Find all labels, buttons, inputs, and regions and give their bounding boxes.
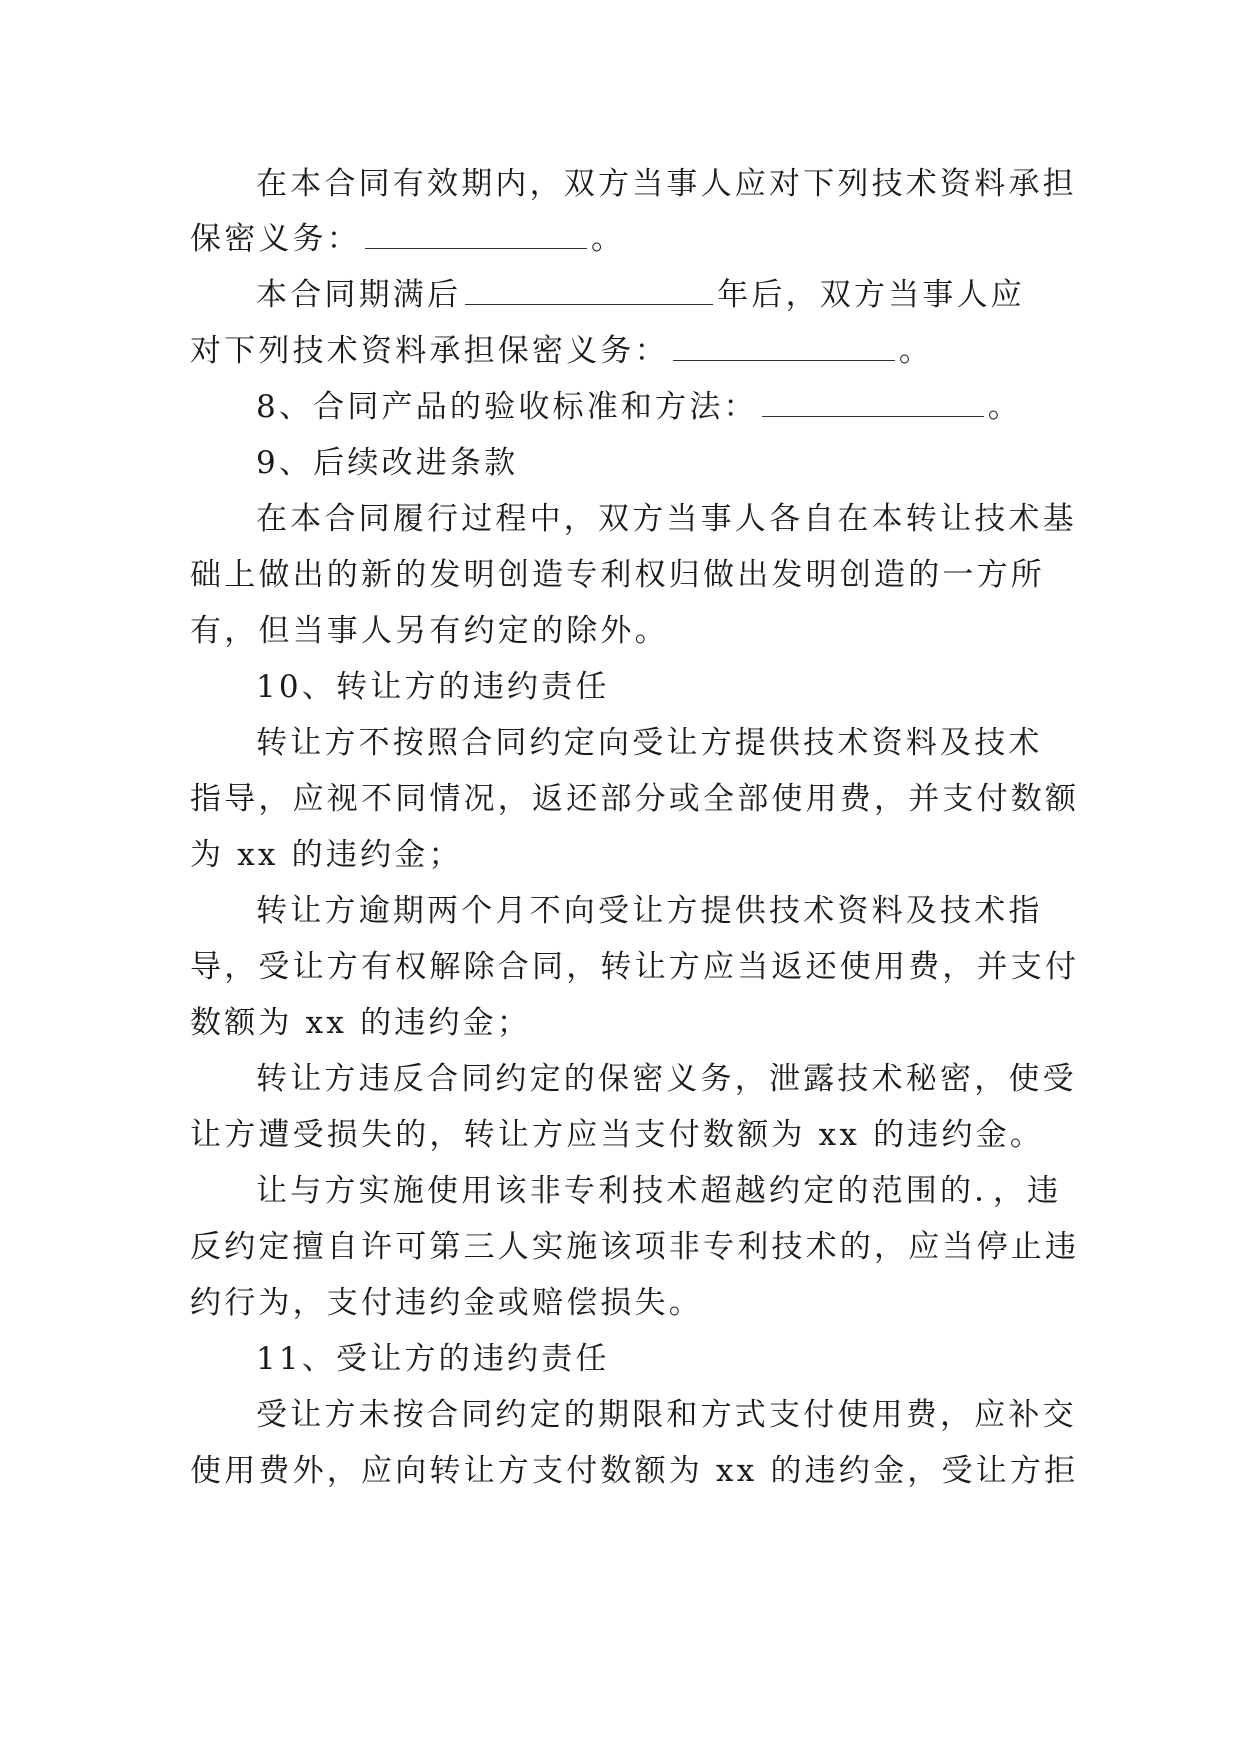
text-segment: 转让方逾期两个月不向受让方提供技术资料及技术指: [256, 893, 1043, 929]
text-segment: 8、合同产品的验收标准和方法：: [256, 389, 758, 425]
text-segment: 受让方未按合同约定的期限和方式支付使用费，应补交: [256, 1397, 1077, 1433]
paragraph-line: [256, 489, 1077, 549]
text-segment: 在本合同履行过程中，双方当事人各自在本转让技术基: [256, 501, 1077, 537]
text-segment: 指导，应视不同情况，返还部分或全部使用费，并支付数额: [190, 781, 1080, 817]
text-segment: 。: [898, 333, 934, 369]
paragraph-line: [190, 209, 1050, 269]
paragraph-line: [256, 1161, 1062, 1221]
text-segment: 对下列技术资料承担保密义务：: [190, 333, 669, 369]
fill-in-blank: [365, 226, 587, 249]
text-segment: 年后，双方当事人应: [717, 277, 1026, 313]
text-segment: 让与方实施使用该非专利技术超越约定的范围的．，违: [256, 1173, 1062, 1209]
text-segment: 11、受让方的违约责任: [256, 1341, 610, 1377]
text-segment: 导，受让方有权解除合同，转让方应当返还使用费，并支付: [190, 949, 1080, 985]
section-heading: [256, 1329, 1050, 1389]
text-segment: 有，但当事人另有约定的除外。: [190, 613, 669, 649]
text-segment: 为 xx 的违约金；: [190, 837, 463, 873]
paragraph-line: [190, 545, 1050, 605]
paragraph-line: [190, 1217, 1080, 1277]
text-segment: 反约定擅自许可第三人实施该项非专利技术的，应当停止违: [190, 1229, 1080, 1265]
paragraph-line: [256, 881, 1050, 941]
paragraph-line: [190, 1273, 1050, 1333]
text-segment: 础上做出的新的发明创造专利权归做出发明创造的一方所: [190, 557, 1045, 593]
paragraph-line: [190, 601, 1050, 661]
text-segment: 在本合同有效期内，双方当事人应对下列技术资料承担: [256, 166, 1077, 202]
paragraph-line: [256, 1385, 1077, 1445]
paragraph-line: [190, 937, 1080, 997]
text-segment: 数额为 xx 的违约金；: [190, 1005, 532, 1041]
paragraph-line: [190, 321, 1050, 381]
paragraph-line: [190, 993, 1050, 1053]
text-segment: 10、转让方的违约责任: [256, 669, 610, 705]
text-segment: 保密义务：: [190, 221, 361, 257]
paragraph-line: [256, 713, 1050, 773]
paragraph-line: [256, 265, 1050, 325]
text-segment: 。: [591, 221, 626, 257]
fill-in-blank: [762, 394, 984, 417]
paragraph-line: [190, 1105, 1050, 1165]
text-segment: 。: [987, 389, 1022, 425]
text-segment: 转让方不按照合同约定向受让方提供技术资料及技术: [256, 725, 1043, 761]
paragraph-line: [256, 377, 1050, 437]
section-heading: [256, 433, 1050, 493]
text-segment: 让方遭受损失的，转让方应当支付数额为 xx 的违约金。: [190, 1117, 1045, 1153]
section-heading: [256, 657, 1050, 717]
text-segment: 转让方违反合同约定的保密义务，泄露技术秘密，使受: [256, 1061, 1077, 1097]
paragraph-line: [256, 154, 1077, 214]
paragraph-line: [190, 769, 1080, 829]
text-segment: 本合同期满后: [256, 277, 462, 313]
fill-in-blank: [673, 338, 895, 361]
text-segment: 使用费外，应向转让方支付数额为 xx 的违约金，受让方拒: [190, 1453, 1079, 1489]
paragraph-line: [190, 1441, 1079, 1501]
text-segment: 约行为，支付违约金或赔偿损失。: [190, 1285, 703, 1321]
text-segment: 9、后续改进条款: [256, 445, 519, 481]
fill-in-blank: [465, 282, 713, 305]
paragraph-line: [190, 825, 1050, 885]
paragraph-line: [256, 1049, 1077, 1109]
